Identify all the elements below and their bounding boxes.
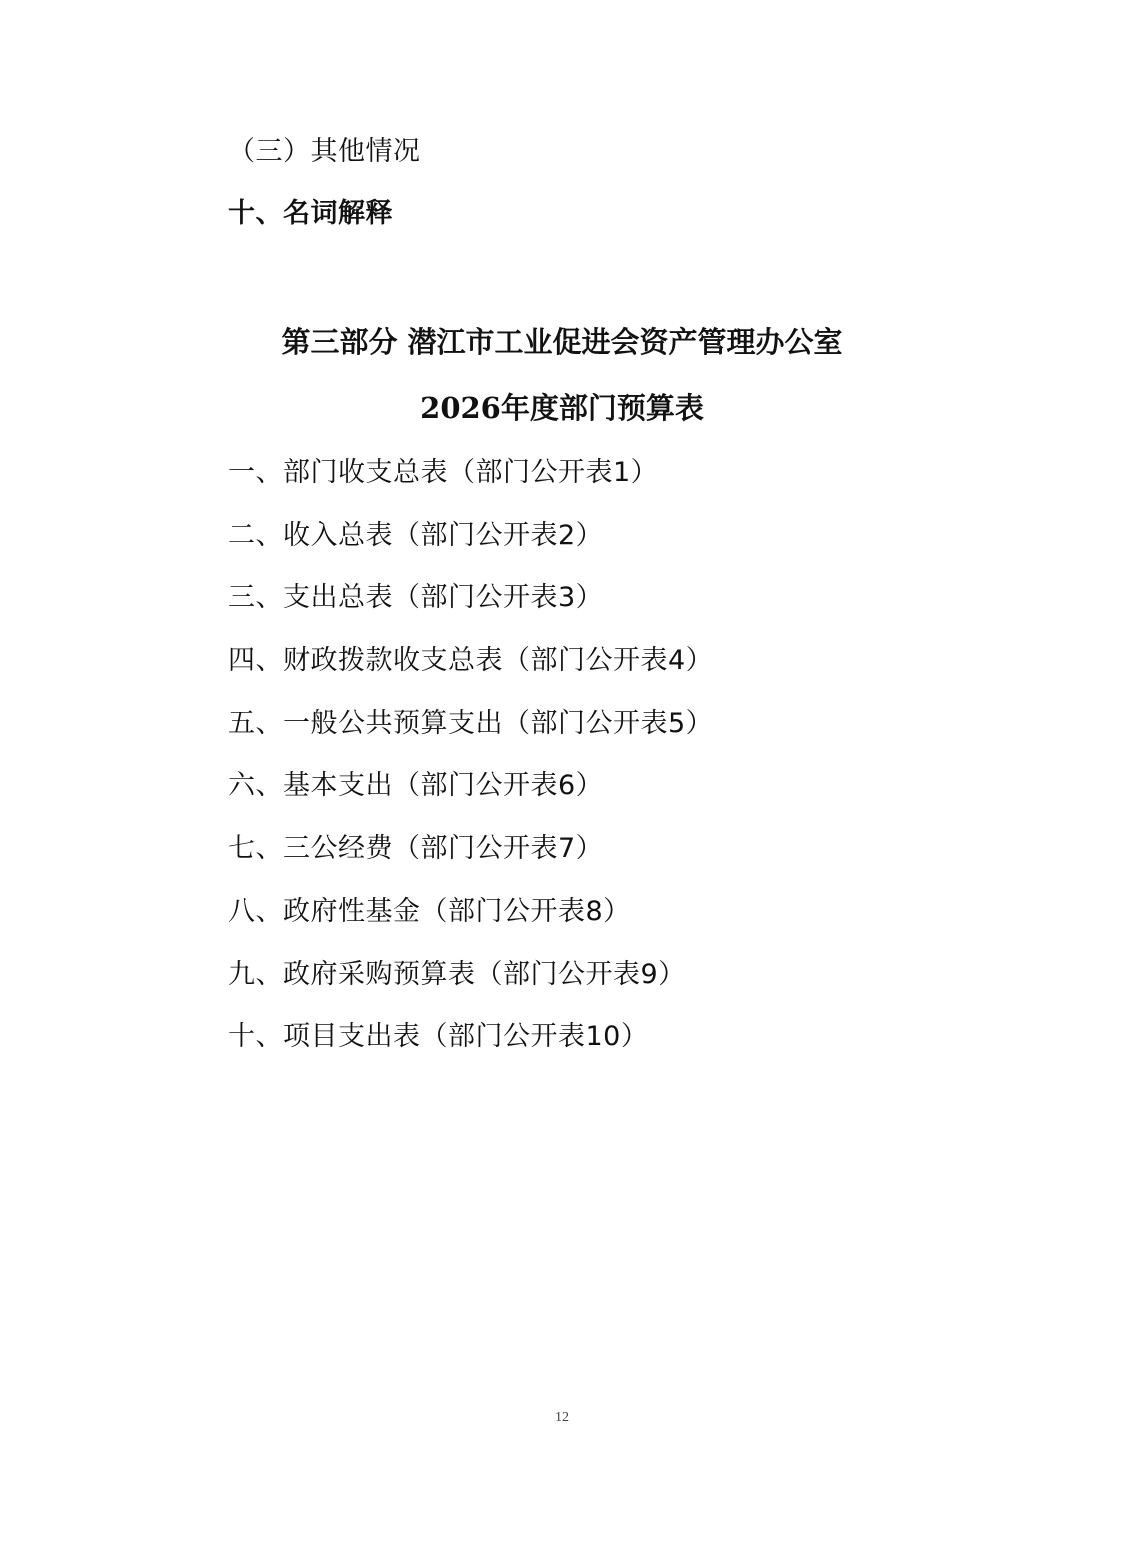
page-number: 12 bbox=[555, 1410, 569, 1425]
list-item: 二、收入总表（部门公开表2） bbox=[228, 519, 604, 551]
list-item: 四、财政拨款收支总表（部门公开表4） bbox=[228, 645, 714, 677]
list-item: 六、基本支出（部门公开表6） bbox=[228, 770, 604, 802]
part-title-line1: 第三部分 潜江市工业促进会资产管理办公室 bbox=[281, 325, 843, 359]
list-item: 七、三公经费（部门公开表7） bbox=[228, 833, 604, 865]
list-item: 五、一般公共预算支出（部门公开表5） bbox=[228, 707, 714, 739]
section-heading-other-situation: （三）其他情况 bbox=[228, 136, 421, 167]
list-item: 九、政府采购预算表（部门公开表9） bbox=[228, 958, 686, 990]
part-title-line2: 2026年度部门预算表 bbox=[420, 391, 704, 425]
budget-table-list bbox=[228, 456, 713, 1083]
list-item: 十、项目支出表（部门公开表10） bbox=[228, 1021, 649, 1053]
section-heading-glossary: 十、名词解释 bbox=[228, 198, 393, 229]
list-item: 八、政府性基金（部门公开表8） bbox=[228, 895, 631, 927]
list-item: 三、支出总表（部门公开表3） bbox=[228, 582, 604, 614]
list-item: 一、部门收支总表（部门公开表1） bbox=[228, 457, 659, 488]
